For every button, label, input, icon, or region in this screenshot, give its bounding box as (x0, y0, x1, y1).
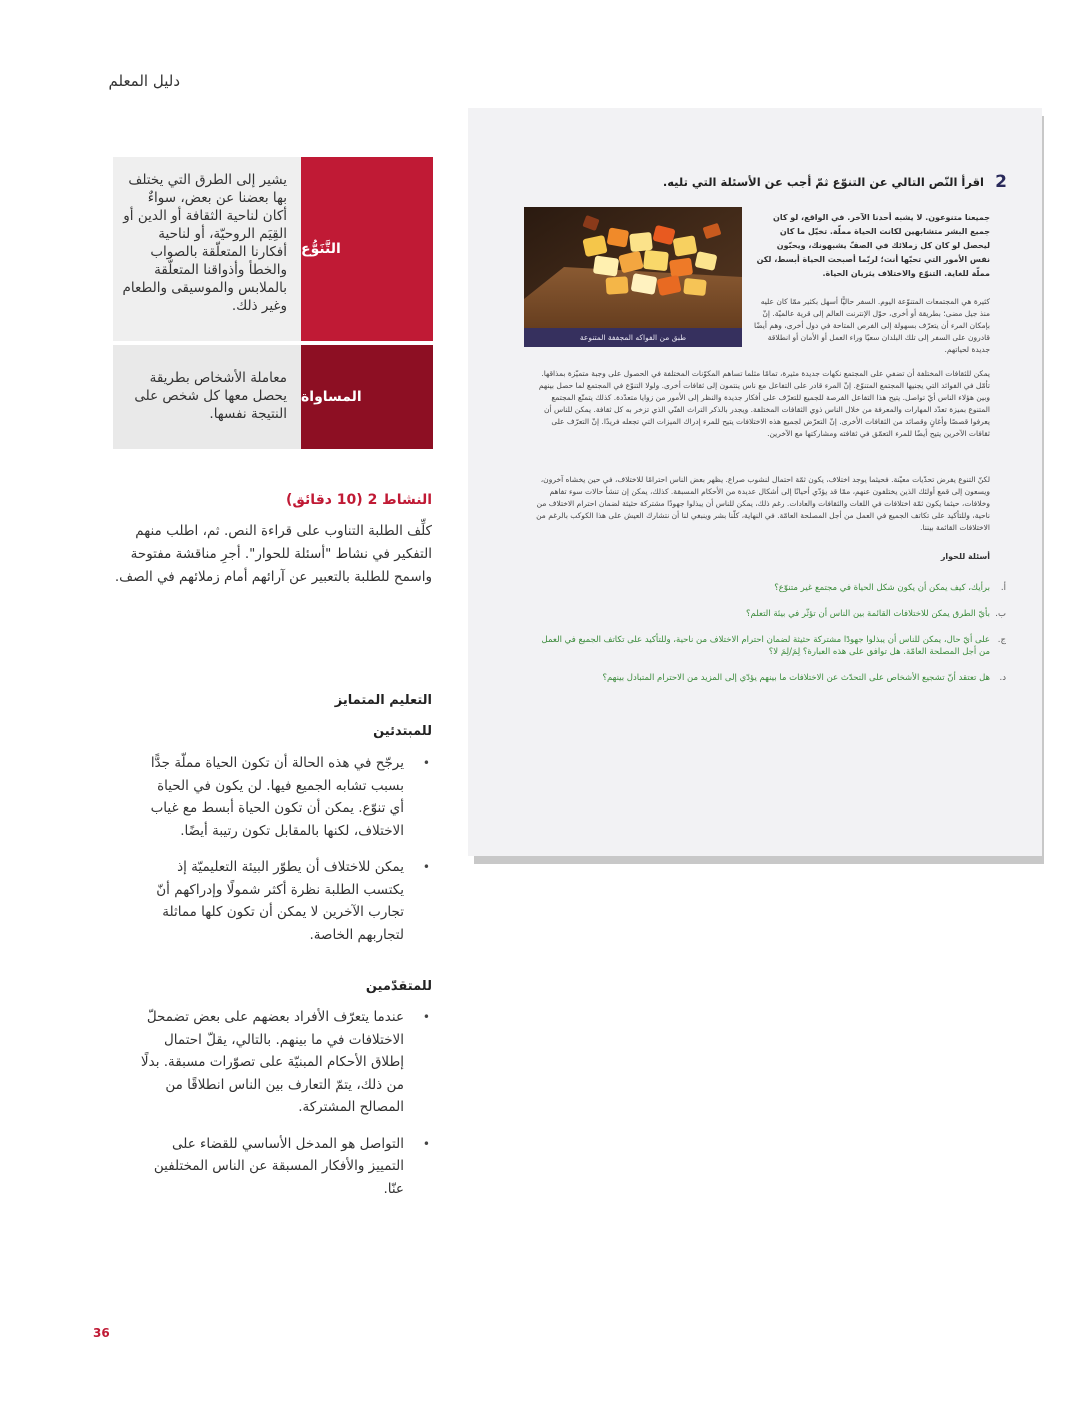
question-letter: ج. (997, 635, 1006, 645)
question-text: بأيّ الطرق يمكن للاختلافات القائمة بين الناس أن تؤثّر في بيئة التعلم؟ (746, 609, 990, 619)
differentiation-title: التعليم المتمايز (334, 693, 432, 708)
excerpt-intro: جميعنا متنوعون. لا يشبه أحدنا الآخر. في الواقع، لو كان جميع البشر متشابهين لكانت الحياة مملّة. تخيّل ما كان ليحصل لو كان كل زملائك في الصفّ يشبهونك، ويحبّون نفس الأمور التي تحبّها أنت؛ لربّما أصبحت الحياة أبسط، لكن مملّة للغاية. التنوّع والاختلاف يثريان الحياة. (756, 213, 990, 278)
glossary-term: التَّنَوُّع (301, 157, 433, 341)
question-letter: أ. (1000, 583, 1006, 593)
advanced-list (134, 1006, 404, 1214)
excerpt-paragraph: يمكن للثقافات المختلفة أن تضفي على المجتمع نكهات جديدة مثيرة، تمامًا مثلما تساهم المكوّنات المختلفة في الحصول على وجبة متميّزة بمذاقها. تأمّل في الفوائد التي يجنيها المجتمع المتنوّع. إنّ المرء قادر على التفاعل مع ناس ينتمون إلى ثقافات أخرى. ولولا التنوّع في المجتمع لما حصل بينهم وبين هؤلاء الناس أيّ تواصل. يتيح هذا التفاعل الفرصة للجميع للتعرّف على أفكار جديدة والنظر إلى الأمور من زوايا متعدّدة. كذلك يتمتّع المجتمع المتنوع بميزة تعدّد المهارات والمعرفة من خلال الناس ذوي الثقافات المختلفة. ويجدر بالذكر التراث الفنّي الذي تزخر به كل ثقافة. يمكن للناس أن يعرفوا قصصًا وأغانٍ وقصائد من الثقافات الأخرى. إنّ التعرّض لجميع هذه الاختلافات يتيح للمرء إدراك الميزات التي تجعله فريدًا. إنّ التعرّف على ثقافات الآخرين يتيح أيضًا للمرء التعمّق في ثقافته ومشاركتها مع الآخرين. (538, 369, 990, 438)
questions-list (540, 582, 1006, 698)
beginners-list (140, 752, 404, 960)
glossary-table (113, 157, 433, 449)
question-item (540, 672, 1006, 684)
list-item: • عندما يتعرّف الأفراد بعضهم على بعض تضمحلّ الاختلافات في ما بينهم. بالتالي، يقلّ احتمال إطلاق الأحكام المبنيّة على تصوّرات مسبقة. بدلًا من ذلك، يتمّ التعارف بين الناس انطلاقًا من المصالح المشتركة. (134, 1006, 404, 1119)
list-item: • يرجّح في هذه الحالة أن تكون الحياة مملّة جدًّا بسبب تشابه الجميع فيها. لن يكون في الحياة أي تنوّع. يمكن أن تكون الحياة أبسط مع غياب الاختلاف، لكنها بالمقابل تكون رتيبة أيضًا. (140, 752, 404, 842)
exercise-number: 2 (995, 172, 1007, 192)
dried-fruit-photo (524, 207, 742, 347)
glossary-row (113, 345, 433, 449)
list-item: • التواصل هو المدخل الأساسي للقضاء على التمييز والأفكار المسبقة عن الناس المختلفين عنّا. (134, 1133, 404, 1201)
glossary-term: المساواة (301, 345, 433, 449)
image-caption: طبق من الفواكه المجففة المتنوعة (524, 328, 742, 347)
excerpt-paragraph: لكنّ التنوع يفرض تحدّيات معيّنة. فحيثما يوجد اختلاف، يكون ثمّة احتمال لنشوب صراع. يظهر بعض الناس احترامًا للاختلاف، في حين يخشاه آخرون، ويسعون إلى قمع أولئك الذين يختلفون عنهم، ممّا قد يؤدّي أحيانًا إلى أشكال عديدة من الأحكام المسبقة. كذلك، يمكن إن تنشأ حالات سوء تفاهم وخلافات، حيثما يكون ثمّة اختلافات في اللغات والثقافات والعادات. رغم ذلك، يمكن للناس أن يبذلوا جهودًا مشتركة حثيثة لضمان احترام الاختلاف من ناحية، وللتأكيد على تكاتف الجميع في العمل من أجل المصلحة العامّة. في النهاية، كلّنا بشر وينبغي لنا أن نتشارك العيش على هذا الكوكب بالرغم من الاختلافات القائمة بيننا. (536, 475, 990, 532)
question-letter: ب. (995, 609, 1006, 619)
beginners-title: للمبتدئين (373, 724, 432, 739)
glossary-definition: يشير إلى الطرق التي يختلف بها بعضنا عن بعض، سواءٌ أكان لناحية الثقافة أو الدين أو القِيَم الروحيّة، أو لناحية أفكارنا المتعلّقة بالصواب والخطأ وأذواقنا المتعلّقة بالملابس والموسيقى والطعام وغير ذلك. (113, 157, 301, 341)
question-text: هل تعتقد أنّ تشجيع الأشخاص على التحدّث عن الاختلافات ما بينهم يؤدّي إلى المزيد من الاحترام المتبادل بينهم؟ (602, 673, 990, 683)
questions-title: أسئلة للحوار (940, 552, 990, 561)
question-text: على أيّ حال، يمكن للناس أن يبذلوا جهودًا مشتركة حثيثة لضمان احترام الاختلاف من ناحية، وللتأكيد على تكاتف الجميع في العمل من أجل المصلحة العامّة. هل توافق على هذه العبارة؟ لِمَ/لِمَ لا؟ (541, 635, 990, 657)
activity-text: كلِّف الطلبة التناوب على قراءة النص. ثم، اطلب منهم التفكير في نشاط "أسئلة للحوار". أجرِ مناقشة مفتوحة واسمح للطلبة بالتعبير عن آرائهم أمام زملائهم في الصف. (114, 523, 432, 585)
header-title: دليل المعلم (108, 72, 180, 90)
page-number: 36 (93, 1326, 110, 1340)
glossary-row (113, 157, 433, 341)
question-item (540, 634, 1006, 658)
activity-title: النشاط 2 (10 دقائق) (286, 492, 432, 508)
advanced-title: للمتقدّمين (365, 979, 432, 994)
question-item (540, 608, 1006, 620)
glossary-definition: معاملة الأشخاص بطريقة يحصل معها كل شخص على النتيجة نفسها. (113, 345, 301, 449)
excerpt-paragraph: كثيرة هي المجتمعات المتنوّعة اليوم. السفر حاليًّا أسهل بكثير ممّا كان عليه منذ جيل مضى؛ بطريقة أو أخرى، حوّل الإنترنت العالم إلى قرية عالميّة. إنّ بإمكان المرء أن يتعرّف بسهولة إلى الفرص المتاحة في دول أخرى، وهم أيضًا قادرون على السفر إلى تلك البلدان سعيًا وراء العمل أو الأمان أو انطلاقة جديدة لحياتهم. (753, 297, 990, 354)
dried-fruit-illustration (524, 207, 742, 347)
question-letter: د. (999, 673, 1006, 683)
question-item (540, 582, 1006, 594)
question-text: برأيك، كيف يمكن أن يكون شكل الحياة في مجتمع غير متنوّع؟ (774, 583, 990, 593)
exercise-instruction: اقرأ النّص التالي عن التنوّع ثمّ أجب عن الأسئلة التي تليه. (662, 175, 984, 189)
list-item: • يمكن للاختلاف أن يطوّر البيئة التعليميّة إذ يكتسب الطلبة نظرة أكثر شمولًا وإدراكهم أنّ تجارب الآخرين لا يمكن أن تكون كلها مماثلة لتجاربهم الخاصة. (140, 856, 404, 946)
